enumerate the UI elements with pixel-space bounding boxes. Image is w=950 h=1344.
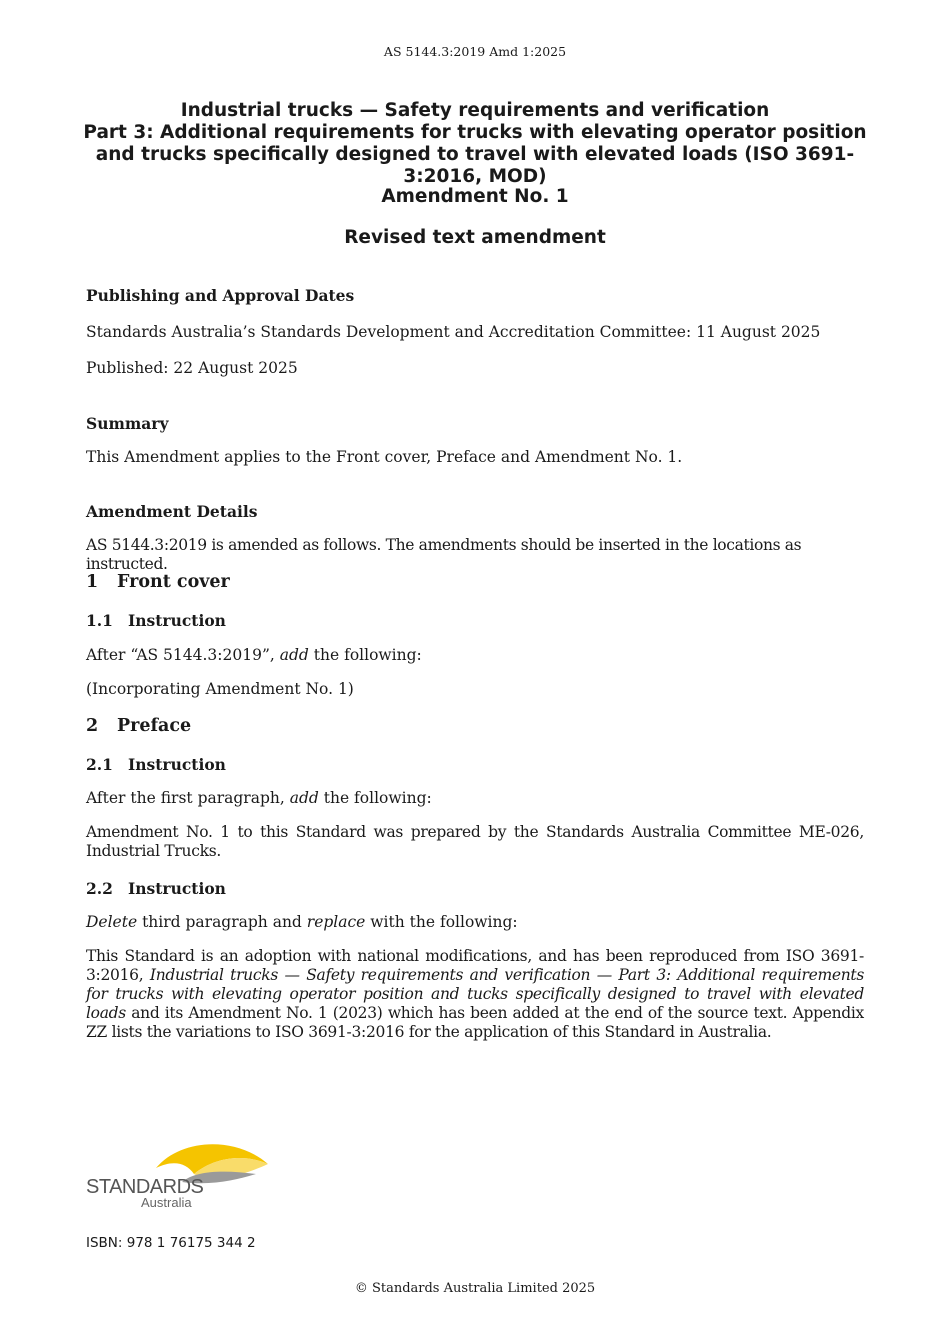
- standards-australia-logo: [86, 1140, 272, 1212]
- instruction-text: After the first paragraph,: [86, 789, 290, 807]
- amendment-type: Revised text amendment: [344, 227, 606, 248]
- section-1-1-title: Instruction: [128, 611, 226, 630]
- section-2-heading: [86, 717, 864, 736]
- instruction-verb: add: [289, 789, 319, 807]
- section-1-1-insert: (Incorporating Amendment No. 1): [86, 680, 354, 698]
- copyright-footer: © Standards Australia Limited 2025: [354, 1281, 596, 1296]
- section-2-1-heading: [86, 755, 864, 774]
- committee-approval: Standards Australia’s Standards Development and Accreditation Committee: 11 August 2025: [86, 323, 821, 341]
- instruction-verb: Delete: [86, 913, 138, 931]
- instruction-text: the following:: [318, 789, 432, 807]
- section-2-2-replacement-paragraph: [86, 947, 864, 1042]
- instruction-text: After “AS 5144.3:2019”,: [86, 646, 280, 664]
- section-2-2-instruction: [86, 913, 864, 932]
- publishing-heading: Publishing and Approval Dates: [86, 286, 355, 305]
- logo-wordmark: STANDARDS: [86, 1176, 204, 1198]
- section-2-2-heading: [86, 879, 864, 898]
- paragraph-text: This Standard is an adoption with national modifications, and has been reproduced from ISO 3691-3:2016,: [86, 947, 864, 984]
- instruction-text: the following:: [308, 646, 422, 664]
- logo-subtext: Australia: [141, 1195, 192, 1210]
- section-2-1-title: Instruction: [128, 755, 226, 774]
- section-1-1-number: 1.1: [86, 611, 113, 630]
- instruction-verb: replace: [306, 913, 366, 931]
- section-2-2-title: Instruction: [128, 879, 226, 898]
- published-date: Published: 22 August 2025: [86, 359, 298, 377]
- section-1-title: Front cover: [117, 572, 230, 592]
- section-2-number: 2: [86, 716, 99, 736]
- title-line-1: Industrial trucks — Safety requirements and verification: [180, 100, 770, 121]
- paragraph-text: and its Amendment No. 1 (2023) which has been added at the end of the source text. Appendix ZZ lists the variations to ISO 3691-3:2016 for the application of this Standard in Australia.: [86, 1004, 864, 1041]
- document-reference: AS 5144.3:2019 Amd 1:2025: [383, 44, 567, 59]
- title-line-2: Part 3: Additional requirements for trucks with elevating operator position and trucks specifically designed to travel with elevated loads (ISO 3691-3:2016, MOD): [83, 122, 867, 187]
- section-2-title: Preface: [117, 716, 192, 736]
- section-1-1-heading: [86, 611, 864, 630]
- section-1-1-instruction: [86, 646, 864, 665]
- instruction-verb: add: [279, 646, 309, 664]
- instruction-text: with the following:: [365, 913, 518, 931]
- summary-heading: Summary: [86, 414, 169, 433]
- summary-text: This Amendment applies to the Front cover, Preface and Amendment No. 1.: [86, 448, 683, 466]
- details-text: AS 5144.3:2019 is amended as follows. The amendments should be inserted in the locations as instructed.: [86, 536, 802, 573]
- section-1-heading: [86, 573, 864, 592]
- standard-title-italic: Industrial trucks — Safety requirements and verification — Part 3: Additional requirements for trucks with elevating operator position and tucks specifically designed to travel with elevated loads: [86, 966, 865, 1022]
- section-2-1-insert: Amendment No. 1 to this Standard was prepared by the Standards Australia Committee ME-026, Industrial Trucks.: [86, 823, 864, 860]
- isbn: ISBN: 978 1 76175 344 2: [86, 1235, 256, 1251]
- amendment-number: Amendment No. 1: [381, 186, 569, 207]
- section-1-number: 1: [86, 572, 99, 592]
- title-block: [0, 99, 950, 188]
- section-2-2-number: 2.2: [86, 879, 113, 898]
- instruction-text: third paragraph and: [137, 913, 307, 931]
- section-2-1-number: 2.1: [86, 755, 113, 774]
- section-2-1-instruction: [86, 789, 864, 808]
- details-heading: Amendment Details: [86, 502, 258, 521]
